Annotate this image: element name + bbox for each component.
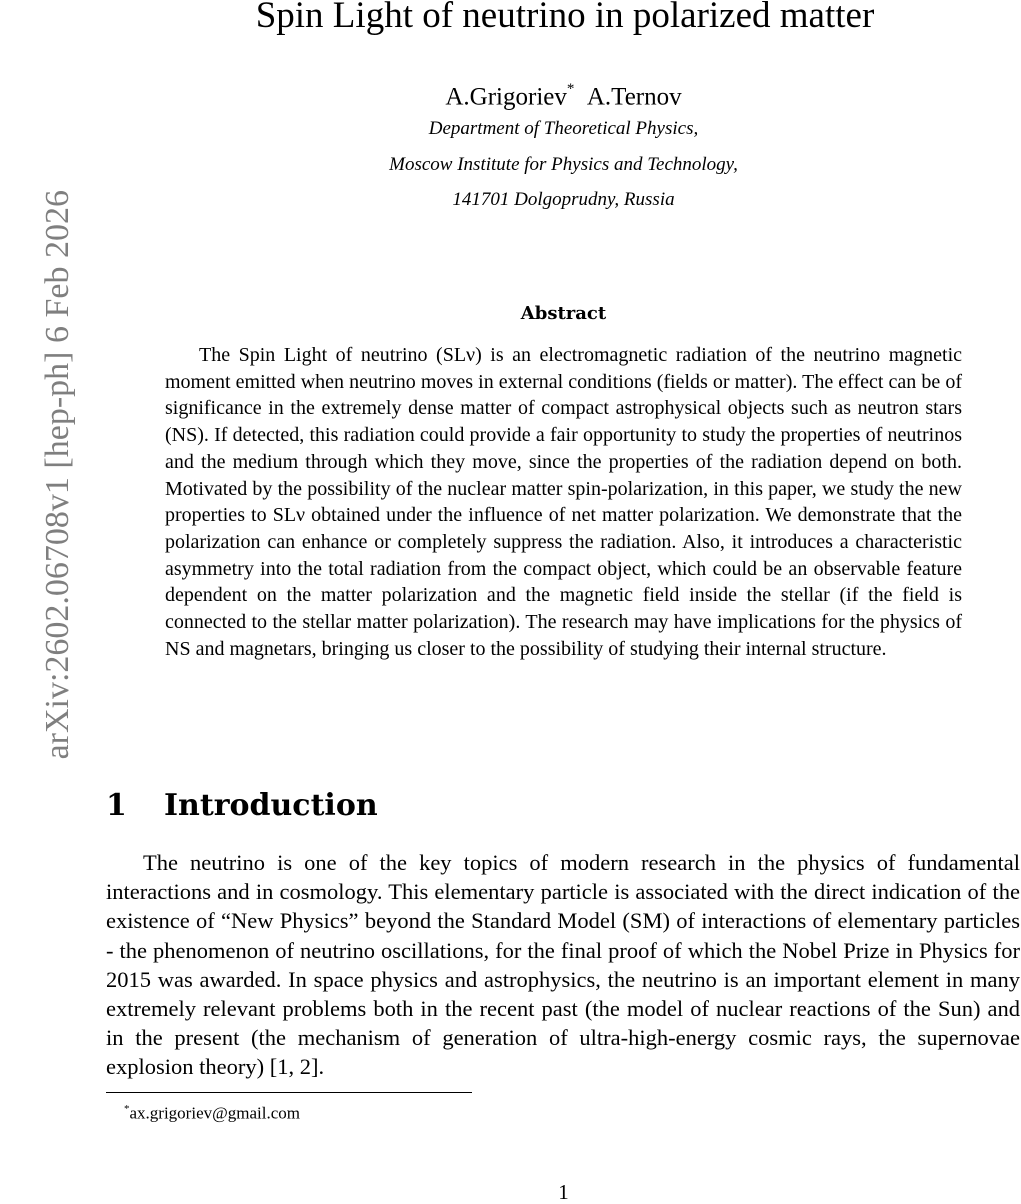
author-footnote-mark[interactable]: * bbox=[566, 81, 575, 97]
affiliation-address: 141701 Dolgoprudny, Russia bbox=[452, 189, 675, 210]
author-grigoriev: A.Grigoriev bbox=[445, 83, 567, 111]
author-list bbox=[0, 75, 1021, 113]
introduction-paragraph: The neutrino is one of the key topics of modern research in the physics of fundamental interactions and in cosmology. This elementary particle is associated with the direct indication of the existence of “New Physics” beyond the Standard Model (SM) of interactions of elementary particles - the phenomenon of neutrino oscillations, for the final proof of which the Nobel Prize in Physics for 2015 was awarded. In space physics and astrophysics, the neutrino is an important element in many extremely relevant problems both in the recent past (the model of nuclear reactions of the Sun) and in the present (the mechanism of generation of ultra-high-energy cosmic rays, the supernovae explosion theory) [1, 2]. bbox=[106, 850, 1020, 1080]
affiliation-institute: Moscow Institute for Physics and Technology, bbox=[389, 154, 738, 175]
affiliation-department: Department of Theoretical Physics, bbox=[428, 118, 699, 139]
section-number: 1 bbox=[106, 788, 127, 823]
arxiv-identifier[interactable]: arXiv:2602.06708v1 [hep-ph] 6 Feb 2026 bbox=[39, 190, 76, 760]
page-number: 1 bbox=[558, 1180, 569, 1204]
section-title: Introduction bbox=[164, 788, 378, 823]
footnote-mark: * bbox=[124, 1103, 130, 1115]
footnote-email[interactable]: ax.grigoriev@gmail.com bbox=[129, 1103, 300, 1123]
footnote bbox=[124, 1098, 300, 1125]
abstract-text: The Spin Light of neutrino (SLν) is an electromagnetic radiation of the neutrino magnetic moment emitted when neutrino moves in external conditions (fields or matter). The effect can be of significance in the extremely dense matter of compact astrophysical objects such as neutron stars (NS). If detected, this radiation could provide a fair opportunity to study the properties of neutrinos and the medium through which they move, since the properties of the radiation depend on both. Motivated by the possibility of the nuclear matter spin-polarization, in this paper, we study the new properties to SLν obtained under the influence of net matter polarization. We demonstrate that the polarization can enhance or completely suppress the radiation. Also, it introduces a characteristic asymmetry into the total radiation from the compact object, which could be an observable feature dependent on the matter polarization and the magnetic field inside the stellar (if the field is connected to the stellar matter polarization). The research may have implications for the physics of NS and magnetars, bringing us closer to the possibility of studying their internal structure. bbox=[165, 344, 962, 660]
paper-title: Spin Light of neutrino in polarized matter bbox=[255, 0, 875, 36]
author-ternov: A.Ternov bbox=[586, 83, 682, 111]
abstract-heading: Abstract bbox=[520, 303, 607, 324]
footnote-divider bbox=[106, 1092, 472, 1093]
section-heading-introduction bbox=[106, 786, 378, 826]
